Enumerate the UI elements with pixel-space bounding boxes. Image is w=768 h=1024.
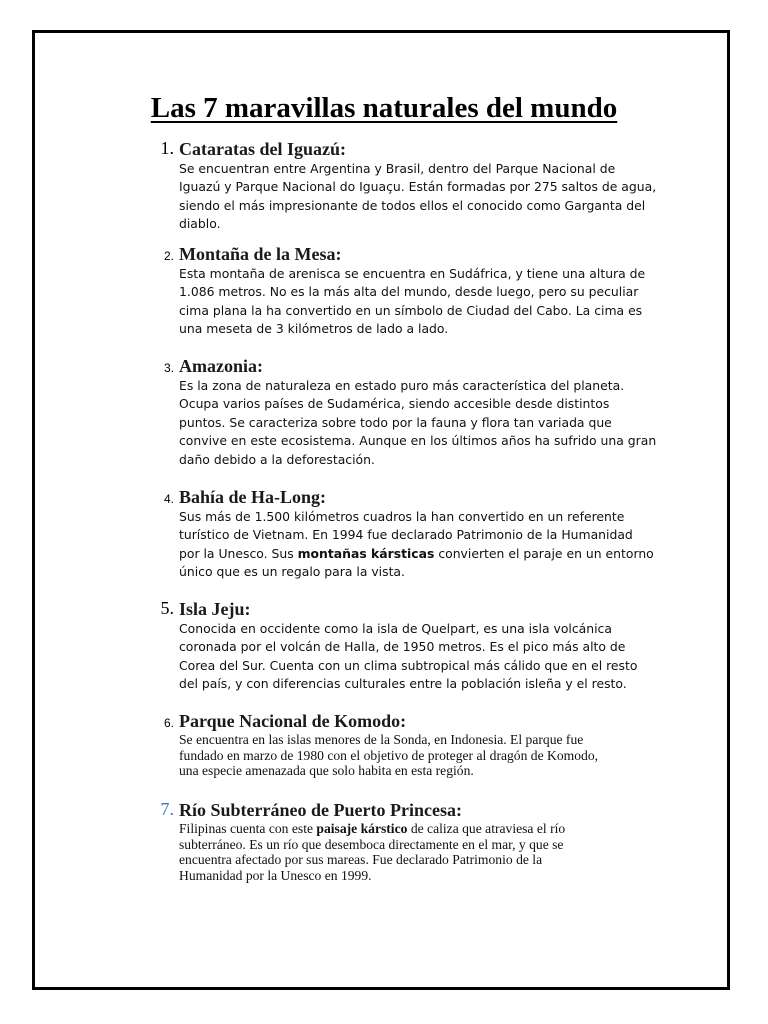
description-line: Se encuentra en las islas menores de la Sonda, en Indonesia. El parque fue: [179, 732, 584, 747]
text-run: de caliza que atraviesa el río: [407, 821, 566, 836]
wonder-item-4-head: [150, 486, 660, 508]
wonder-item-1-heading: Cataratas del Iguazú:: [179, 139, 346, 159]
description-line: una meseta de 3 kilómetros de lado a lado.: [179, 321, 449, 337]
wonder-item-4-heading: Bahía de Ha-Long:: [179, 487, 327, 507]
wonder-item-1-description: [179, 160, 661, 234]
description-line: daño debido a la deforestación.: [179, 451, 375, 467]
wonder-item-4: [150, 486, 660, 582]
description-line: cima plana la ha convertido en un símbolo de Ciudad del Cabo. La cima es: [179, 302, 643, 318]
wonder-item-3: [150, 355, 660, 469]
wonder-item-5: [150, 598, 660, 694]
wonder-item-7-number: 7.: [160, 799, 174, 819]
wonder-item-6-heading: Parque Nacional de Komodo:: [179, 711, 407, 731]
description-line: turístico de Vietnam. En 1994 fue declarado Patrimonio de la Humanidad: [179, 527, 633, 543]
wonder-item-7-head: [150, 799, 660, 821]
description-line: puntos. Se caracteriza sobre todo por la fauna y flora tan variada que: [179, 414, 612, 430]
page-title-text: Las 7 maravillas naturales del mundo: [150, 92, 618, 124]
description-line: [179, 545, 661, 563]
bold-term: paisaje kárstico: [316, 821, 408, 836]
description-line: subterráneo. Es un río que desemboca directamente en el mar, y que se: [179, 836, 564, 852]
wonder-item-6: [150, 710, 660, 779]
wonder-item-3-heading: Amazonia:: [179, 356, 263, 376]
wonder-item-6-head: [150, 710, 660, 732]
description-line: Sus más de 1.500 kilómetros cuadros la han convertido en un referente: [179, 509, 625, 524]
description-line: Ocupa varios países de Sudamérica, siendo accesible desde distintos: [179, 396, 610, 412]
bold-term: montañas kársticas: [297, 545, 435, 561]
wonder-item-6-description: [179, 732, 664, 779]
description-line: Iguazú y Parque Nacional do Iguaçu. Están formadas por 275 saltos de agua,: [179, 179, 657, 195]
page-title: [0, 91, 768, 125]
wonder-item-1-head: [150, 138, 660, 160]
wonder-item-7-heading: Río Subterráneo de Puerto Princesa:: [179, 800, 462, 820]
wonder-item-7: [150, 799, 660, 883]
wonder-item-3-head: [150, 355, 660, 377]
wonder-item-2: [150, 243, 660, 339]
description-line: Humanidad por la Unesco en 1999.: [179, 867, 372, 883]
description-line: una especie amenazada que solo habita en esta región.: [179, 763, 474, 778]
text-run: por la Unesco. Sus: [179, 545, 298, 561]
wonder-item-4-number: 4.: [163, 492, 174, 506]
description-line: [179, 821, 664, 837]
wonder-item-2-head: [150, 243, 660, 265]
wonder-item-6-number: 6.: [163, 716, 174, 730]
description-line: Se encuentran entre Argentina y Brasil, dentro del Parque Nacional de: [179, 161, 616, 176]
description-line: coronada por el volcán de Halla, de 1950 metros. Es el pico más alto de: [179, 639, 626, 655]
wonder-item-3-number: 3.: [163, 361, 174, 375]
wonder-item-2-description: [179, 265, 661, 339]
description-line: diablo.: [179, 216, 221, 232]
wonder-item-4-description: [179, 508, 661, 582]
wonder-item-1: [150, 138, 660, 234]
description-line: Corea del Sur. Cuenta con un clima subtropical más cálido que en el resto: [179, 657, 638, 673]
wonder-item-2-heading: Montaña de la Mesa:: [179, 244, 342, 264]
description-line: Conocida en occidente como la isla de Quelpart, es una isla volcánica: [179, 621, 612, 636]
text-run: convierten el paraje en un entorno: [434, 545, 654, 561]
description-line: convive en este ecosistema. Aunque en los últimos años ha sufrido una gran: [179, 433, 657, 449]
wonder-item-7-description: [179, 821, 664, 883]
description-line: 1.086 metros. No es la más alta del mundo, desde luego, pero su peculiar: [179, 284, 639, 300]
wonder-item-5-number: 5.: [160, 598, 174, 618]
description-line: fundado en marzo de 1980 con el objetivo de proteger al dragón de Komodo,: [179, 747, 599, 763]
description-line: encuentra afectado por sus mareas. Fue declarado Patrimonio de la: [179, 852, 543, 867]
description-line: Es la zona de naturaleza en estado puro más característica del planeta.: [179, 378, 625, 393]
description-line: siendo el más impresionante de todos ellos el conocido como Garganta del: [179, 197, 646, 213]
description-line: único que es un regalo para la vista.: [179, 564, 405, 580]
text-run: Filipinas cuenta con este: [179, 821, 317, 836]
description-line: Esta montaña de arenisca se encuentra en Sudáfrica, y tiene una altura de: [179, 266, 646, 281]
wonder-item-5-description: [179, 620, 661, 694]
wonder-item-1-number: 1.: [160, 138, 174, 158]
wonder-item-2-number: 2.: [163, 249, 174, 263]
wonder-item-3-description: [179, 377, 661, 469]
wonder-item-5-head: [150, 598, 660, 620]
description-line: del país, y con diferencias culturales entre la población isleña y el resto.: [179, 676, 627, 692]
wonder-item-5-heading: Isla Jeju:: [179, 599, 251, 619]
